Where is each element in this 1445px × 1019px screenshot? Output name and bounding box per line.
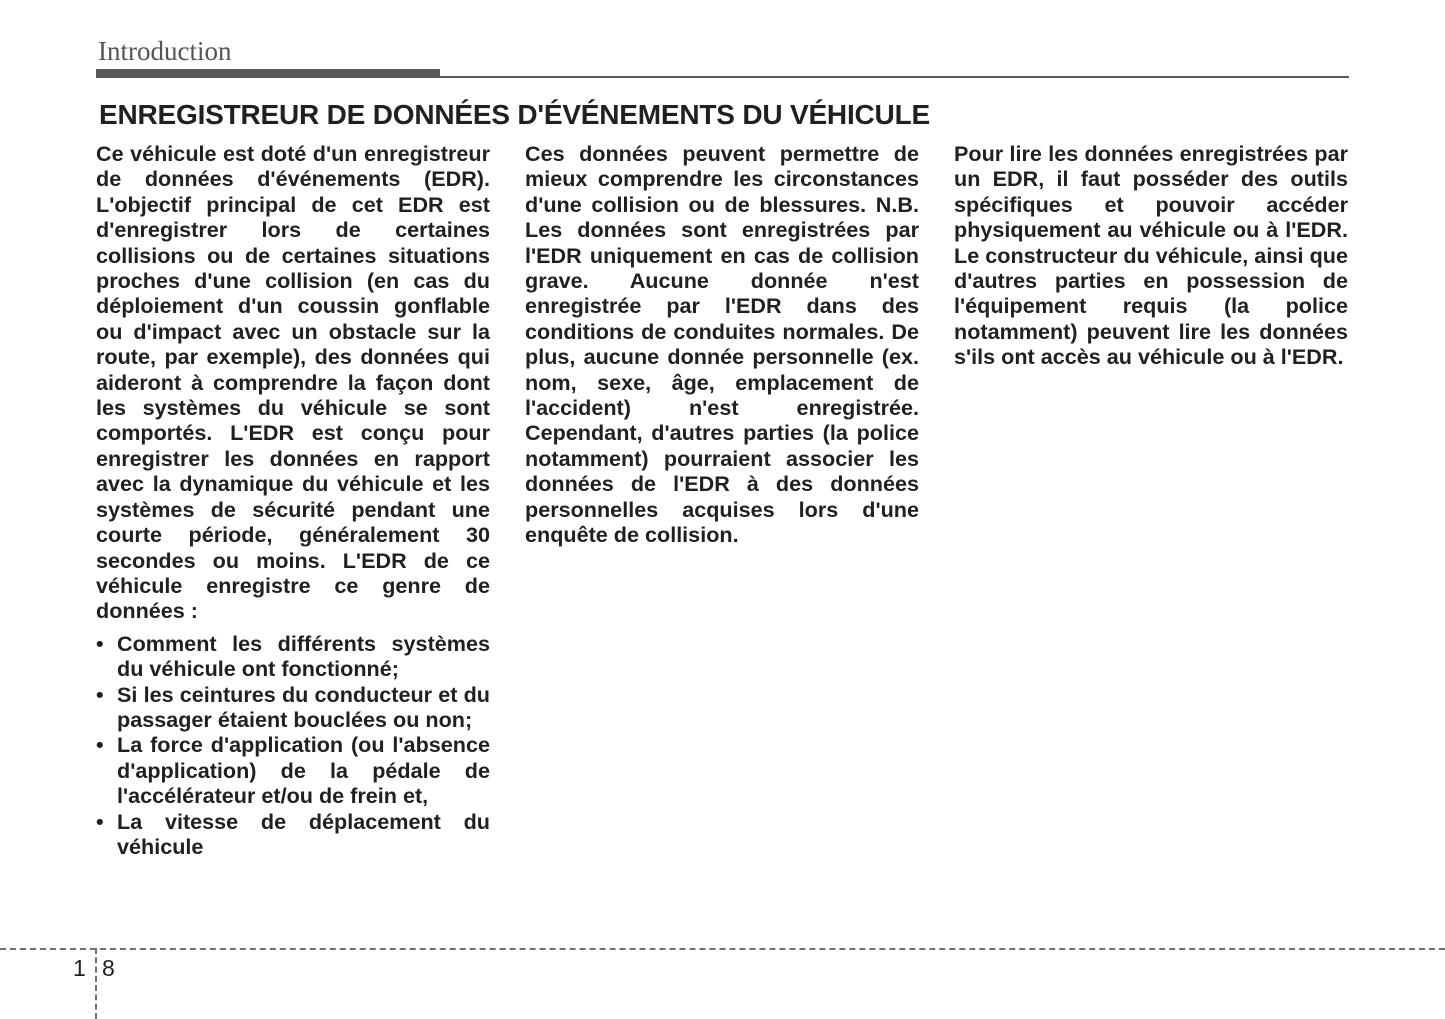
column-3 <box>954 141 1348 370</box>
section-header: Introduction <box>98 36 232 66</box>
list-item: • La force d'application (ou l'absence d'application) de la pédale de l'accélérateur et/ou de frein et, <box>96 732 490 808</box>
list-item: • La vitesse de déplacement du véhicule <box>96 809 490 860</box>
header-rule-thick <box>96 69 440 78</box>
footer-vertical-divider <box>95 948 97 1019</box>
list-item: • Comment les différents systèmes du véhicule ont fonctionné; <box>96 631 490 682</box>
recorded-data-list <box>96 631 490 860</box>
header-rule-thin <box>440 76 1349 78</box>
column-3-paragraph: Pour lire les données enregistrées par un EDR, il faut posséder des outils spécifiques et pouvoir accéder physiquement au véhicule ou à l'EDR. Le constructeur du véhicule, ainsi que d'autres parties en possession de l'équipement requis (la police notamment) peuvent lire les données s'ils ont accès au véhicule ou à l'EDR. <box>954 141 1348 370</box>
column-2-paragraph: Ces données peuvent permettre de mieux comprendre les circonstances d'une collision ou de blessures. N.B. Les données sont enregistrées par l'EDR uniquement en cas de collision grave. Aucune donnée n'est enregistrée par l'EDR dans des conditions de conduites normales. De plus, aucune donnée personnelle (ex. nom, sexe, âge, emplacement de l'accident) n'est enregistrée. Cependant, d'autres parties (la police notamment) pourraient associer les données de l'EDR à des données personnelles acquises lors d'une enquête de collision. <box>525 141 919 548</box>
list-item: • Si les ceintures du conducteur et du passager étaient bouclées ou non; <box>96 682 490 733</box>
column-1-paragraph: Ce véhicule est doté d'un enregistreur de données d'événements (EDR). L'objectif principal de cet EDR est d'enregistrer lors de certaines collisions ou de certaines situations proches d'une collision (en cas du déploiement d'un coussin gonflable ou d'impact avec un obstacle sur la route, par exemple), des données qui aideront à comprendre la façon dont les systèmes du véhicule se sont comportés. L'EDR est conçu pour enregistrer les données en rapport avec la dynamique du véhicule et les systèmes de sécurité pendant une courte période, généralement 30 secondes ou moins. L'EDR de ce véhicule enregistre ce genre de données : <box>96 141 490 624</box>
page-title: ENREGISTREUR DE DONNÉES D'ÉVÉNEMENTS DU VÉHICULE <box>99 99 930 130</box>
chapter-number: 1 <box>73 955 86 981</box>
column-1 <box>96 141 490 859</box>
footer-divider <box>0 948 1445 950</box>
page-number: 8 <box>102 955 115 981</box>
column-2 <box>525 141 919 548</box>
